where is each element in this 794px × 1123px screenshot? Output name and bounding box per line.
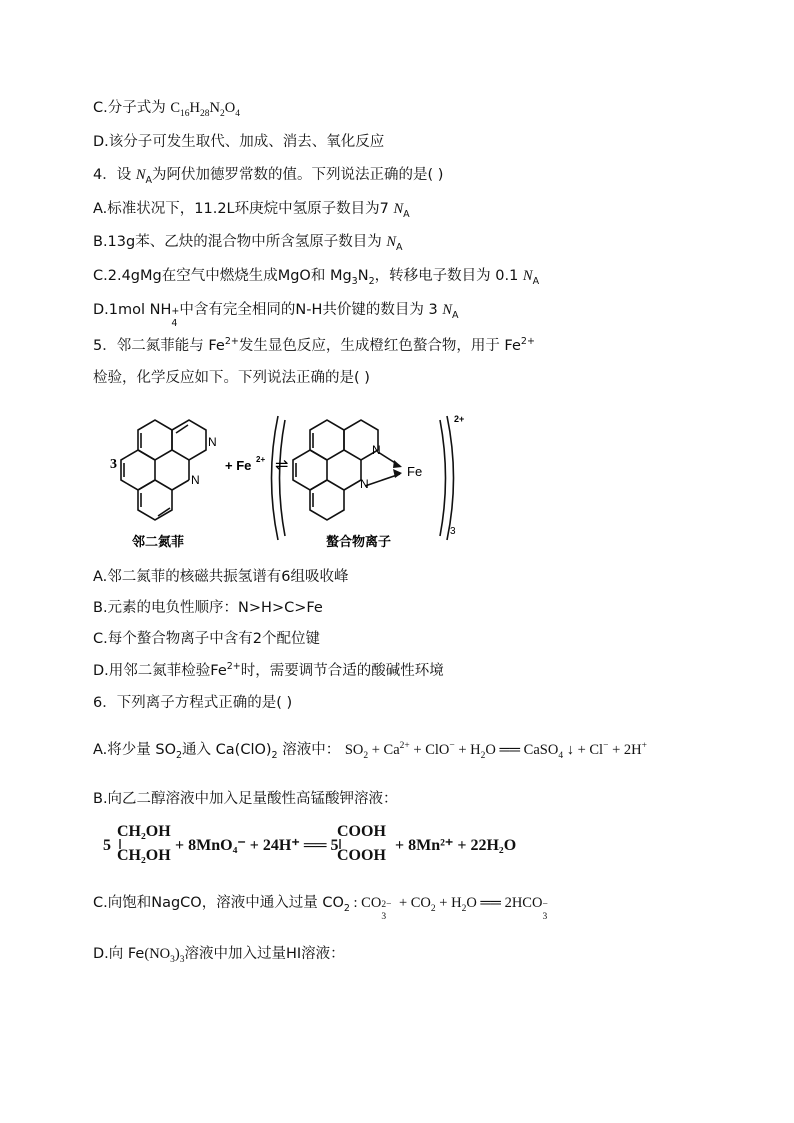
caption-phenanthroline: 邻二氮菲 xyxy=(132,535,185,550)
reaction-figure xyxy=(110,408,580,558)
complex-n-bottom: N xyxy=(360,477,369,491)
glycol-oxidation-equation xyxy=(103,820,623,868)
reactant-ch2oh-2: CH₂OH xyxy=(117,847,171,864)
phenanthroline-reaction-diagram xyxy=(110,408,580,558)
n-atom-bottom: N xyxy=(191,473,200,487)
reactant-ch2oh-1: CH₂OH xyxy=(117,823,171,840)
product-cooh-1: COOH xyxy=(337,823,386,840)
n-atom-top: N xyxy=(208,435,217,449)
equation-middle: + 8MnO₄⁻ + 24H⁺ ══ 5 xyxy=(175,837,339,854)
equation-6b xyxy=(103,820,623,868)
question-6-stem: 6．下列离子方程式正确的是( ) xyxy=(93,695,293,711)
option-4b: B.13g苯、乙炔的混合物中所含氢原子数目为 $N_A$ xyxy=(93,234,403,253)
option-4c: C.2.4gMg在空气中燃烧生成MgO和 $Mg_3N_2$，转移电子数目为 0.1 $N_A$ xyxy=(93,268,540,287)
equation-end: + 8Mn²⁺ + 22H₂O xyxy=(395,837,517,854)
question-5-stem: 5．邻二氮菲能与 $Fe^{2+}$发生显色反应，生成橙红色螯合物，用于 $Fe^{2+}$ xyxy=(93,336,535,354)
option-5c: C.每个螯合物离子中含有2个配位键 xyxy=(93,631,320,647)
option-6c: C.向饱和NagCO，溶液中通入过量 $CO_2$ : CO 2− 3 + $CO_2 + H_2O$ ══ 2HCO − 3 xyxy=(93,895,548,922)
coef-5-left: 5 xyxy=(103,837,111,854)
ligand-count: 3 xyxy=(450,526,456,537)
caption-chelate-ion: 螯合物离子 xyxy=(326,535,392,550)
option-6b: B.向乙二醇溶液中加入足量酸性高锰酸钾溶液： xyxy=(93,791,398,807)
option-3d: D.该分子可发生取代、加成、消去、氧化反应 xyxy=(93,134,385,150)
ring-middle xyxy=(121,450,155,490)
question-4-stem: 4．设 $N_A$为阿伏加德罗常数的值。下列说法正确的是( ) xyxy=(93,167,444,186)
option-4a: A.标准状况下，11.2L环庚烷中氢原子数目为7 $N_A$ xyxy=(93,201,410,220)
fe-charge: 2+ xyxy=(256,455,266,464)
product-cooh-2: COOH xyxy=(337,847,386,864)
ring-right-top xyxy=(172,420,206,460)
option-4d: D.1mol NH + 4 中含有完全相同的N-H共价键的数目为 3 $N_A$ xyxy=(93,302,459,329)
equation-6a: $SO_2 + Ca^{2+} + ClO^- + H_2O$ ══ CaSO$_4$ ↓ + Cl− + 2H+ xyxy=(344,741,647,761)
option-5d: D.用邻二氮菲检验$Fe^{2+}$时，需要调节合适的酸碱性环境 xyxy=(93,661,444,679)
complex-n-top: N xyxy=(372,443,381,457)
option-5b: B.元素的电负性顺序：N>H>C>Fe xyxy=(93,600,323,616)
equilibrium-arrow: ⇌ xyxy=(275,455,289,474)
formula-3c: $C_{16}H_{28}N_2O_4$ xyxy=(170,100,240,119)
ring-bottom xyxy=(138,480,172,520)
option-5a: A.邻二氮菲的核磁共振氢谱有6组吸收峰 xyxy=(93,569,349,585)
option-3c: C.分子式为 $C_{16}H_{28}N_2O_4$ xyxy=(93,100,240,119)
plus-fe: + Fe xyxy=(225,458,252,473)
question-5-stem-cont: 检验，化学反应如下。下列说法正确的是( ) xyxy=(93,370,370,386)
complex-charge: 2+ xyxy=(454,414,465,424)
complex-fe: Fe xyxy=(407,464,423,479)
ring-top xyxy=(138,420,172,460)
option-6d: D.向 $Fe(NO_3)_3$溶液中加入过量HI溶液： xyxy=(93,946,345,965)
position-label: 3 xyxy=(110,457,117,472)
option-6a: A.将少量 $SO_2$通入 $Ca(ClO)_2$ 溶液中： $SO_2 + Ca^{2+} + ClO^- + H_2O$ ══ CaSO$_4$ ↓ + Cl− + 2H+ xyxy=(93,741,647,761)
